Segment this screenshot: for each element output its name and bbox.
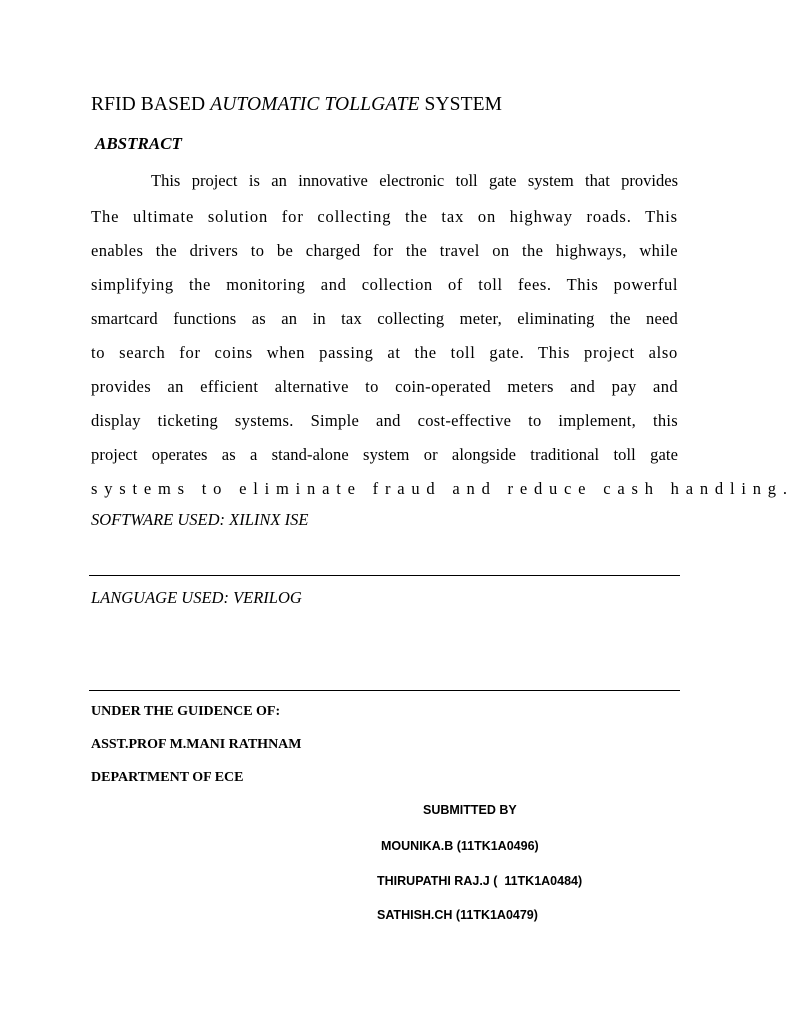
abstract-line: provides an efficient alternative to coin-operated meters and pay and [91,377,678,396]
abstract-line: simplifying the monitoring and collection of toll fees. This powerful [91,275,678,294]
abstract-line: systems to eliminate fraud and reduce cash handling. [91,479,794,498]
guide-department: DEPARTMENT OF ECE [91,770,244,785]
abstract-line: enables the drivers to be charged for the travel on the highways, while [91,241,678,260]
submitter-item: MOUNIKA.B (11TK1A0496) [381,839,539,853]
language-used: LANGUAGE USED: VERILOG [91,588,302,607]
abstract-line: smartcard functions as an in tax collecting meter, eliminating the need [91,309,678,328]
divider-line [89,690,680,691]
title-part-2: AUTOMATIC TOLLGATE [210,94,420,115]
software-used: SOFTWARE USED: XILINX ISE [91,510,309,529]
guidance-heading: UNDER THE GUIDENCE OF: [91,704,281,719]
abstract-heading: ABSTRACT [95,134,182,153]
abstract-line: The ultimate solution for collecting the tax on highway roads. This [91,207,678,226]
submitted-by-heading: SUBMITTED BY [423,803,517,817]
abstract-line: display ticketing systems. Simple and cost-effective to implement, this [91,411,678,430]
submitter-item: THIRUPATHI RAJ.J ( 11TK1A0484) [377,874,583,888]
title-part-3: SYSTEM [419,94,503,115]
abstract-line: project operates as a stand-alone system or alongside traditional toll gate [91,445,678,464]
title-part-1: RFID BASED [91,94,211,115]
abstract-line: to search for coins when passing at the toll gate. This project also [91,343,678,362]
guide-name: ASST.PROF M.MANI RATHNAM [91,737,302,752]
document-title [91,94,502,116]
submitter-item: SATHISH.CH (11TK1A0479) [377,908,538,922]
abstract-line: This project is an innovative electronic toll gate system that provides [151,171,678,190]
divider-line [89,575,680,576]
